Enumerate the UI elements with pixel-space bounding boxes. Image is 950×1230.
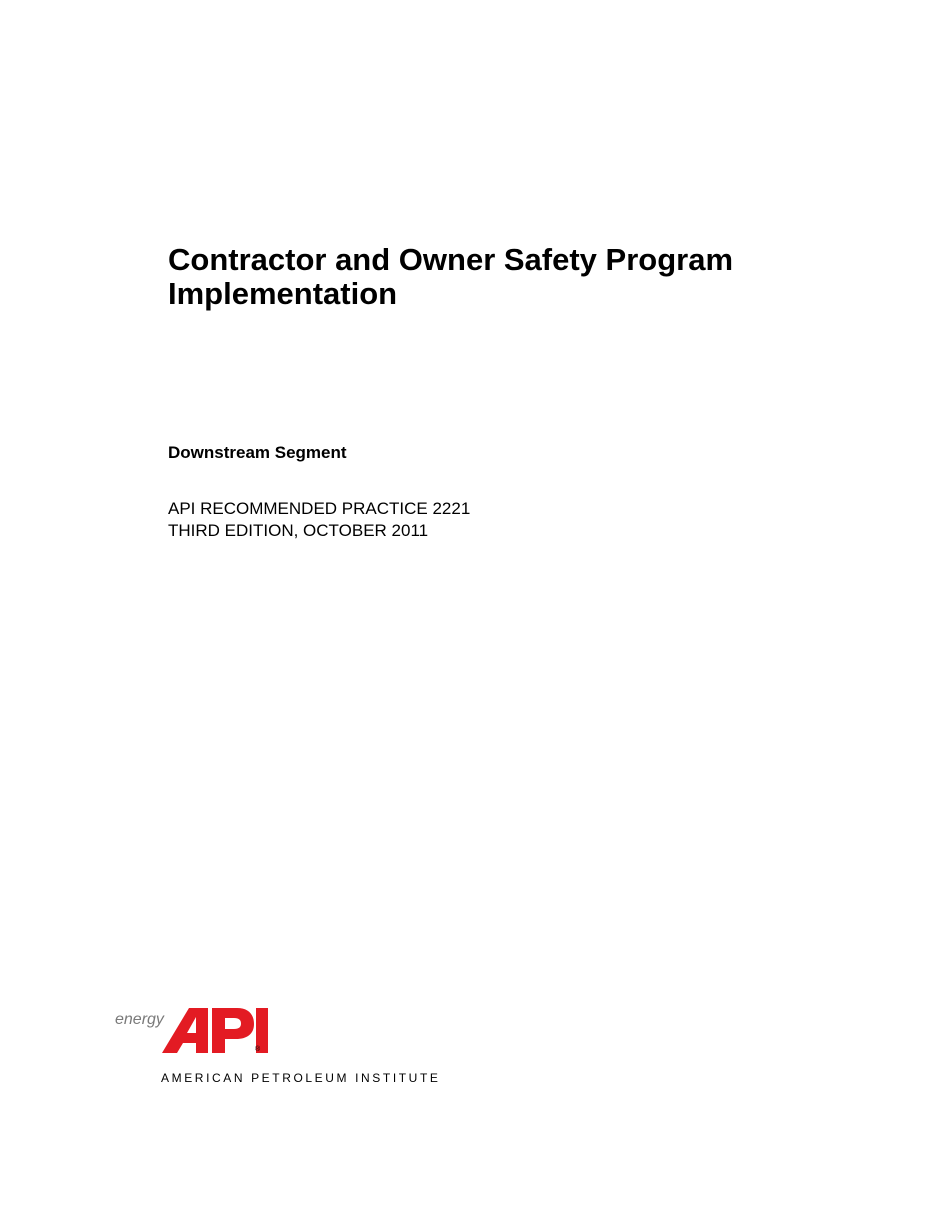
api-logo [112,1004,442,1094]
logo-tagline: energy [115,1011,164,1028]
api-letter-p [212,1008,254,1053]
publication-designation: API RECOMMENDED PRACTICE 2221 [168,499,471,518]
logo-organization-name: AMERICAN PETROLEUM INSTITUTE [161,1071,441,1085]
document-title-line: Implementation [168,276,398,311]
registered-mark: ® [255,1046,261,1053]
document-segment: Downstream Segment [168,443,347,462]
api-letter-a [162,1008,208,1053]
document-title-line: Contractor and Owner Safety Program [168,242,734,277]
publication-info [168,498,470,542]
publication-edition: THIRD EDITION, OCTOBER 2011 [168,521,429,540]
document-title [168,243,868,311]
